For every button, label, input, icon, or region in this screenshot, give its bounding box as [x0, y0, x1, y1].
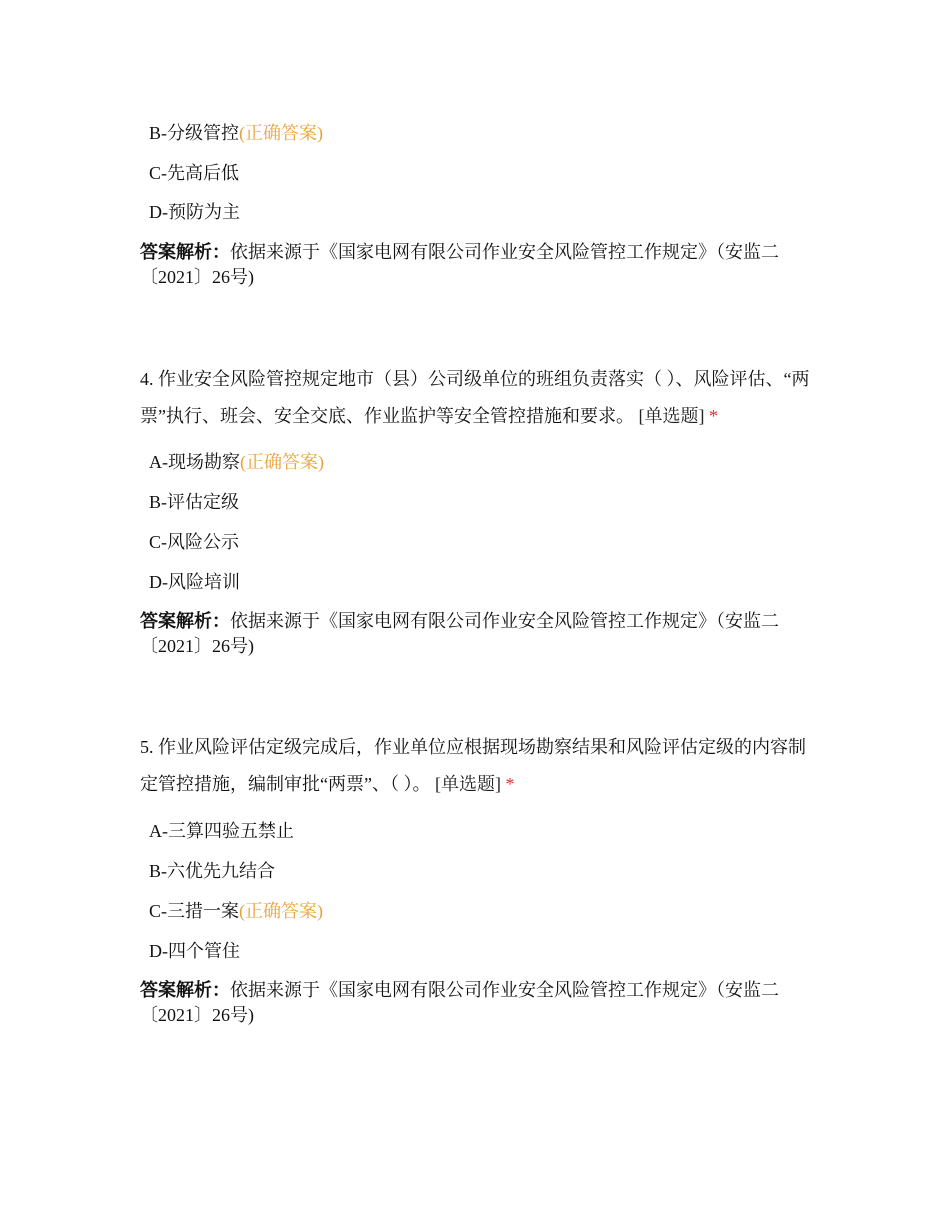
q5-option-a [149, 819, 294, 843]
q4-option-b [149, 490, 239, 514]
option-text: A-三算四验五禁止 [149, 821, 294, 841]
correct-answer-mark: (正确答案) [239, 123, 323, 143]
q3-option-b [149, 121, 323, 145]
correct-answer-mark: (正确答案) [239, 901, 323, 921]
q4-analysis [140, 609, 812, 659]
q5-analysis [140, 978, 812, 1028]
q5-stem [140, 729, 814, 803]
analysis-label: 答案解析： [140, 980, 230, 1000]
analysis-label: 答案解析： [140, 611, 230, 631]
question-text: 5. 作业风险评估定级完成后，作业单位应根据现场勘察结果和风险评估定级的内容制定管控措施，编制审批“两票”、（ ）。 [140, 737, 806, 794]
q3-option-c [149, 161, 239, 185]
q4-option-d [149, 570, 240, 594]
q4-stem [140, 361, 814, 435]
option-text: D-预防为主 [149, 202, 240, 222]
required-mark: * [709, 406, 718, 426]
option-text: C-先高后低 [149, 163, 239, 183]
option-text: C-风险公示 [149, 532, 239, 552]
option-text: C-三措一案 [149, 901, 239, 921]
option-text: B-分级管控 [149, 123, 239, 143]
option-text: D-风险培训 [149, 572, 240, 592]
analysis-text: 依据来源于《国家电网有限公司作业安全风险管控工作规定》（安监二〔2021〕26号) [140, 242, 779, 287]
q5-option-c [149, 899, 323, 923]
analysis-text: 依据来源于《国家电网有限公司作业安全风险管控工作规定》（安监二〔2021〕26号) [140, 980, 779, 1025]
q4-option-a [149, 450, 324, 474]
option-text: A-现场勘察 [149, 452, 240, 472]
q5-option-b [149, 859, 275, 883]
q3-analysis [140, 240, 812, 290]
q4-option-c [149, 530, 239, 554]
q3-option-d [149, 200, 240, 224]
q5-option-d [149, 939, 240, 963]
question-type: [单选题] [638, 406, 705, 426]
option-text: B-评估定级 [149, 492, 239, 512]
analysis-label: 答案解析： [140, 242, 230, 262]
option-text: B-六优先九结合 [149, 861, 275, 881]
required-mark: * [505, 774, 515, 794]
correct-answer-mark: (正确答案) [240, 452, 324, 472]
analysis-text: 依据来源于《国家电网有限公司作业安全风险管控工作规定》（安监二〔2021〕26号) [140, 611, 779, 656]
option-text: D-四个管住 [149, 941, 240, 961]
question-text: 4. 作业安全风险管控规定地市（县）公司级单位的班组负责落实（ ）、风险评估、“两票”执行、班会、安全交底、作业监护等安全管控措施和要求。 [140, 369, 810, 426]
question-type: [单选题] [434, 774, 501, 794]
